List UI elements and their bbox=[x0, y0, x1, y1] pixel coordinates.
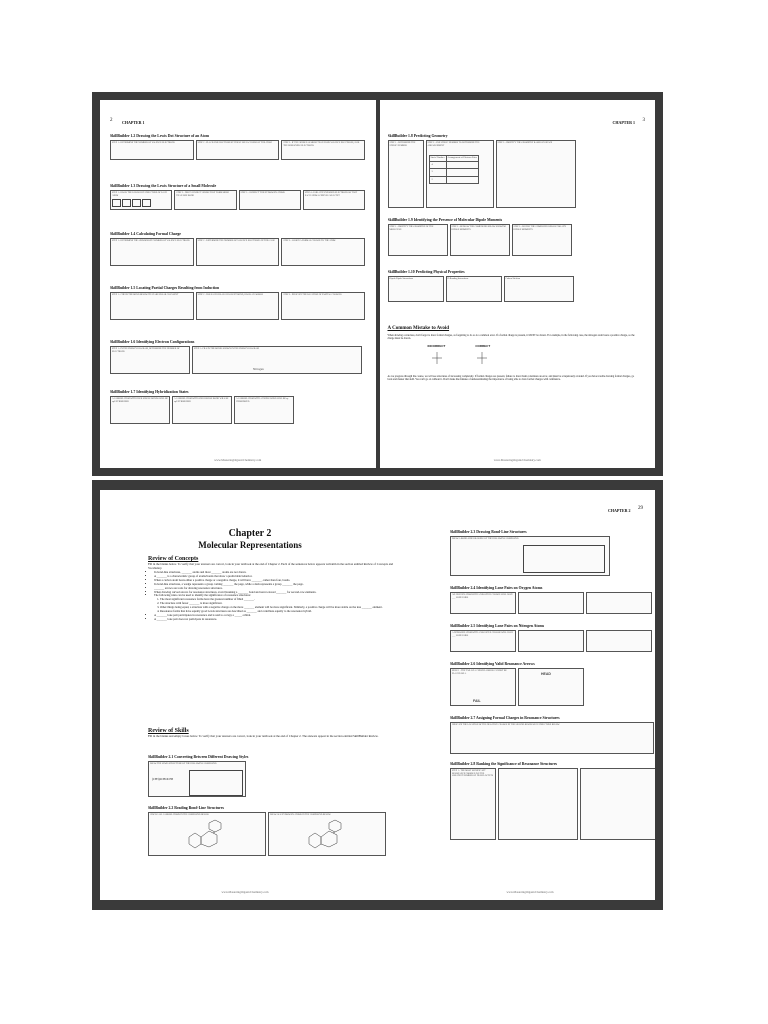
step-box: STEP 2 - DETERMINE THE NUMBER OF VALENCE ELECTRONS IN THIS CASE bbox=[196, 238, 280, 266]
answer-box bbox=[189, 770, 243, 796]
fail-label: FAIL bbox=[473, 699, 481, 704]
step-box bbox=[268, 812, 386, 856]
step-box: A CARBON ATOM WITH ONE DOUBLE BOND WILL BE sp2 HYBRIDIZED bbox=[172, 396, 232, 424]
skillbuilder-2-8 bbox=[450, 762, 655, 840]
skillbuilder-title: SkillBuilder 1.6 Identifying Electron Configurations bbox=[110, 340, 195, 344]
table-header: Steric Number bbox=[429, 156, 446, 162]
paragraph: Fill in the blanks below. To verify that your answers are correct, look in your textbook at the end of Chapter 2. Each of the sentences below appears verbatim in the section entitled Review of Concepts and Vocabulary. bbox=[148, 562, 394, 570]
step-text: DRAW THE LEWIS STRUCTURE OF THE FOLLOWING COMPOUND bbox=[150, 763, 217, 765]
step-box bbox=[450, 668, 516, 706]
skillbuilder-title: SkillBuilder 1.3 Drawing the Lewis Structure of a Small Molecule bbox=[110, 184, 217, 188]
list-item bbox=[154, 594, 400, 614]
step-box: STEP 1 - CHECK THE BOND BELOW THAT ARE POLAR COVALENT bbox=[110, 292, 194, 320]
list-item: • A _______ is a characteristic group of atoms/bonds that show a predictable behavior. bbox=[154, 575, 400, 579]
section-heading: A Common Mistake to Avoid bbox=[387, 326, 450, 331]
skillbuilder-1-10 bbox=[388, 270, 643, 302]
step-box: INDICATE THE LOCATION OF THE NEGATIVE CHARGE IN THE SECOND RESONANCE STRUCTURE BELOW bbox=[450, 722, 654, 754]
table-cell: 4 bbox=[429, 161, 446, 169]
skillbuilder-2-2 bbox=[148, 806, 400, 856]
step-text: STEP 2 - USE STERIC NUMBER TO DETERMINE THE ARRANGEMENT bbox=[427, 142, 480, 147]
textbook-spread-chapter-2 bbox=[92, 480, 663, 910]
step-box: STEP 1 - DETERMINE THE APPROPRIATE NUMBER OF VALENCE ELECTRONS bbox=[110, 238, 194, 266]
correct-label: CORRECT bbox=[475, 343, 491, 348]
step-box bbox=[110, 190, 172, 210]
step-text: STEP 2 - FILL IN THE BOXES SHOWN IN THE ENERGY DIAGRAM bbox=[194, 348, 259, 350]
step-box: STEP 1 - DETERMINE THE STERIC NUMBER bbox=[388, 140, 424, 208]
step-box bbox=[580, 768, 655, 840]
skillbuilder-title: SkillBuilder 1.10 Predicting Physical Properties bbox=[387, 270, 465, 274]
page-number: 29 bbox=[638, 506, 643, 511]
chemical-formula: (CH3)2CHOCH3 bbox=[152, 777, 174, 781]
list-item: • _______ arrows are tools for drawing resonance structures. bbox=[154, 587, 400, 591]
step-box: STEP 1 - IDENTIFY THE GEOMETRY OF THE MOLECULE bbox=[388, 224, 448, 256]
list-item: • In bond-line structures, a wedge represents a group coming _______ the page, while a dash represents a group _______ the page. bbox=[154, 583, 400, 587]
step-box bbox=[450, 536, 610, 576]
skillbuilder-title: SkillBuilder 2.2 Reading Bond-Line Structures bbox=[148, 806, 224, 810]
page-spread-28-29 bbox=[100, 490, 655, 900]
section-heading: Review of Skills bbox=[148, 728, 189, 734]
step-box: A NITROGEN ATOM WITH A NEGATIVE CHARGE WILL HAVE ___ LONE PAIRS bbox=[450, 630, 516, 652]
page-number: 2 bbox=[110, 118, 113, 123]
skillbuilder-1-8 bbox=[388, 134, 643, 208]
running-header: CHAPTER 2 bbox=[608, 508, 631, 513]
skillbuilder-title: SkillBuilder 2.5 Identifying Lone Pairs on Nitrogen Atoms bbox=[450, 624, 545, 628]
formal-charge-example-diagram bbox=[422, 348, 542, 370]
step-box bbox=[586, 592, 652, 614]
page-number: 3 bbox=[642, 118, 645, 123]
category-box: Dipole-Dipole Interactions bbox=[388, 276, 444, 302]
category-box: Carbon Skeleton bbox=[504, 276, 574, 302]
skillbuilder-1-5 bbox=[110, 286, 365, 320]
skillbuilder-2-5 bbox=[450, 624, 655, 652]
step-box bbox=[192, 346, 362, 374]
step-box bbox=[148, 761, 246, 797]
step-box: STEP 2 - REDRAW THE COMPOUND BELOW SHOWING DIPOLE MOMENTS bbox=[450, 224, 510, 256]
page-right-3 bbox=[380, 100, 656, 468]
answer-squares bbox=[112, 199, 170, 207]
concept-list bbox=[154, 571, 400, 622]
head-label: HEAD bbox=[541, 672, 551, 676]
common-mistake-section bbox=[388, 326, 638, 381]
skillbuilder-1-3 bbox=[110, 184, 365, 210]
list-item: 4. Resonance forms that have equally good Lewis structures are described as _______ and contribute equally to the resonance hybrid. bbox=[160, 610, 400, 614]
step-box: STEP 2 - FIRST CONNECT ATOMS THAT FORM MORE THAN ONE BOND bbox=[174, 190, 236, 210]
steric-number-table bbox=[429, 155, 479, 184]
textbook-spread-chapter-1 bbox=[92, 92, 663, 476]
review-of-concepts bbox=[148, 556, 400, 622]
list-item: 1. The most significant resonance forms have the greatest number of filled _______. bbox=[160, 598, 400, 602]
table-cell: 3 bbox=[429, 169, 446, 177]
skillbuilder-1-7 bbox=[110, 390, 365, 424]
step-box: STEP 2 - PLACE ONE ELECTRON BY ITSELF ON EACH SIDE OF THE ATOM bbox=[196, 140, 280, 160]
skillbuilder-2-4 bbox=[450, 586, 655, 614]
step-text: DRAW A BOND-LINE DRAWING OF THE FOLLOWING COMPOUND bbox=[452, 538, 519, 540]
skillbuilder-title: SkillBuilder 2.8 Ranking the Significance of Resonance Structures bbox=[450, 762, 558, 766]
skillbuilder-2-6 bbox=[450, 662, 655, 706]
table-cell: 2 bbox=[429, 176, 446, 184]
table-header: Arrangement of Electron Pairs bbox=[446, 156, 478, 162]
category-box: H-Bonding Interactions bbox=[446, 276, 502, 302]
step-box: STEP 1 - THE MOST SIGNIFICANT RESONANCE FORMS HAVE THE GREATEST NUMBER OF FILLED OCTETS bbox=[450, 768, 496, 840]
list-item: • A _______ lone pair does not participate in resonance. bbox=[154, 618, 400, 622]
step-text: RULE 1 - THE TAIL OF A CURVED ARROW CANNOT BE PLACED ON A bbox=[452, 670, 507, 675]
element-label: Nitrogen bbox=[253, 367, 264, 372]
step-box: STEP 2 - FOR EACH POLAR COVALENT BOND, DRAW AN ARROW bbox=[196, 292, 280, 320]
review-of-skills bbox=[148, 728, 400, 738]
page-footer: www.MasteringOrganicChemistry.com bbox=[493, 458, 541, 462]
skillbuilder-title: SkillBuilder 1.8 Predicting Geometry bbox=[387, 134, 448, 138]
skillbuilder-1-6 bbox=[110, 340, 365, 374]
benzodiazepine-structure-diagram bbox=[299, 819, 359, 855]
skillbuilder-title: SkillBuilder 1.4 Calculating Formal Charge bbox=[110, 232, 181, 236]
step-text: DRAW ALL HYDROGEN ATOMS IN THE COMPOUND BELOW bbox=[270, 814, 331, 816]
page-footer: www.MasteringOrganicChemistry.com bbox=[221, 890, 269, 894]
chapter-title: Chapter 2 bbox=[228, 528, 272, 539]
list-item: 3. Other things being equal, a structure with a negative charge on the more _______ element will be more significant. Similarly, a positive charge will be more stable on the less _______ element. bbox=[160, 606, 400, 610]
page-footer: www.MasteringOrganicChemistry.com bbox=[214, 458, 262, 462]
list-item-text: The following rules can be used to identify the significance of resonance structures: bbox=[154, 593, 251, 598]
skillbuilder-title: SkillBuilder 2.1 Converting Between Different Drawing Styles bbox=[148, 755, 249, 759]
step-box: STEP 3 - IF THE ATOM HAS MORE THAN FOUR VALENCE ELECTRONS, PAIR THE REMAINING ELECTRONS bbox=[281, 140, 365, 160]
step-box: STEP 3 - IDENTIFY THE GEOMETRY BASED ON SHAPE bbox=[496, 140, 576, 208]
skillbuilder-1-2 bbox=[110, 134, 365, 160]
running-header: CHAPTER 1 bbox=[122, 120, 145, 125]
step-box: STEP 1 - IN THE ENERGY DIAGRAM, DETERMINE THE NUMBER OF ELECTRONS bbox=[110, 346, 190, 374]
step-box bbox=[148, 812, 266, 856]
step-box: STEP 3 - CONNECT THE HYDROGEN ATOMS bbox=[239, 190, 301, 210]
skillbuilder-title: SkillBuilder 1.2 Drawing the Lewis Dot Structure of an Atom bbox=[110, 134, 210, 138]
step-box bbox=[498, 768, 578, 840]
list-item: 2. The structure with fewer _______ is more significant. bbox=[160, 602, 400, 606]
list-item: • When a carbon atom bears either a positive charge or a negative charge, it will have _______, rather than four, bonds. bbox=[154, 579, 400, 583]
step-box bbox=[518, 592, 584, 614]
skillbuilder-title: SkillBuilder 2.3 Drawing Bond-Line Structures bbox=[450, 530, 527, 534]
step-box bbox=[426, 140, 494, 208]
step-box: A CARBON ATOM WITH A TRIPLE BOND WILL BE sp HYBRIDIZED bbox=[234, 396, 294, 424]
list-item: • A _______ lone pair participates in resonance and is said to occupy a _____ orbital. bbox=[154, 614, 400, 618]
step-box: AN OXYGEN ATOM WITH A NEGATIVE CHARGE WILL HAVE ___ LONE PAIRS bbox=[450, 592, 516, 614]
paragraph: As we progress through the course, we will see structures of increasing complexity. If formal charges are present, failure to draw them constitutes an error, and must be scrupulously avoided. If you have trouble drawing formal charges, go back and master that skill. You can't go on without it. Don't make the mistake of underestimating the importance of being able to draw formal charges with confidence. bbox=[387, 374, 635, 381]
skillbuilder-2-7 bbox=[450, 716, 655, 754]
skillbuilder-2-3 bbox=[450, 530, 655, 576]
benzodiazepine-structure-diagram bbox=[179, 819, 239, 855]
step-box: STEP 3 - ASSIGN A FORMAL CHARGE TO THE ATOM bbox=[281, 238, 365, 266]
list-item: • In bond-line structures, _______ atoms and most _______ atoms are not drawn. bbox=[154, 571, 400, 575]
skillbuilder-title: SkillBuilder 1.7 Identifying Hybridization States bbox=[110, 390, 189, 394]
skillbuilder-2-1 bbox=[148, 755, 400, 797]
running-header: CHAPTER 1 bbox=[612, 120, 635, 125]
skillbuilder-title: SkillBuilder 1.5 Locating Partial Charges Resulting from Induction bbox=[110, 286, 220, 290]
skillbuilder-title: SkillBuilder 2.7 Assigning Formal Charges in Resonance Structures bbox=[450, 716, 560, 720]
step-box bbox=[518, 630, 584, 652]
step-box bbox=[586, 630, 652, 652]
step-text: STEP 1 - DRAW THE LEWIS DOT STRUCTURE OF EACH ATOM bbox=[112, 192, 168, 197]
section-heading: Review of Concepts bbox=[148, 556, 199, 562]
page-left-2 bbox=[100, 100, 376, 468]
paragraph: When drawing a structure, don't forget to draw formal charges, as forgetting to do so is a common error. If a formal charge is present, it MUST be drawn. For example, in the following case, the nitrogen atom bears a positive charge, so the charge must be drawn. bbox=[387, 334, 635, 341]
list-item: • When drawing curved arrows for resonance structures, avoid breaking a _______ bond and never exceed _______ for second-row elements. bbox=[154, 591, 400, 595]
skillbuilder-title: SkillBuilder 2.6 Identifying Valid Resonance Arrows bbox=[450, 662, 535, 666]
skillbuilder-title: SkillBuilder 2.4 Identifying Lone Pairs on Oxygen Atoms bbox=[450, 586, 543, 590]
skillbuilder-1-4 bbox=[110, 232, 365, 266]
step-text: CIRCLE ALL CARBON ATOMS IN THE COMPOUND BELOW bbox=[150, 814, 209, 816]
skillbuilder-1-9 bbox=[388, 218, 643, 256]
skillbuilder-title: SkillBuilder 1.9 Identifying the Presence of Molecular Dipole Moments bbox=[387, 218, 503, 222]
answer-box bbox=[523, 545, 605, 573]
step-box: STEP 1 - DETERMINE THE NUMBER OF VALENCE ELECTRONS bbox=[110, 140, 194, 160]
page-footer: www.MasteringOrganicChemistry.com bbox=[506, 890, 554, 894]
step-box bbox=[518, 668, 584, 706]
incorrect-label: INCORRECT bbox=[427, 343, 446, 348]
step-box: A CARBON ATOM WITH FOUR SINGLE BONDS WILL BE sp3 HYBRIDIZED bbox=[110, 396, 170, 424]
step-box: STEP 3 - DECIDE THE COMPOUND BELOW FOR ANY DIPOLE MOMENTS bbox=[512, 224, 572, 256]
rule-list bbox=[160, 598, 400, 614]
chapter-subtitle: Molecular Representations bbox=[198, 540, 302, 550]
paragraph: Fill in the blanks and empty boxes below. To verify that your answers are correct, look in your textbook at the end of Chapter 2. The answers appear in the section entitled SkillBuilder Review. bbox=[148, 734, 379, 738]
step-box: STEP 3 - INDICATE THE LOCATION OF PARTIAL CHARGES bbox=[281, 292, 365, 320]
step-box: STEP 4 - PAIR ANY UNPAIRED ELECTRONS SO THAT EACH ATOM ACHIEVES AN OCTET bbox=[303, 190, 365, 210]
